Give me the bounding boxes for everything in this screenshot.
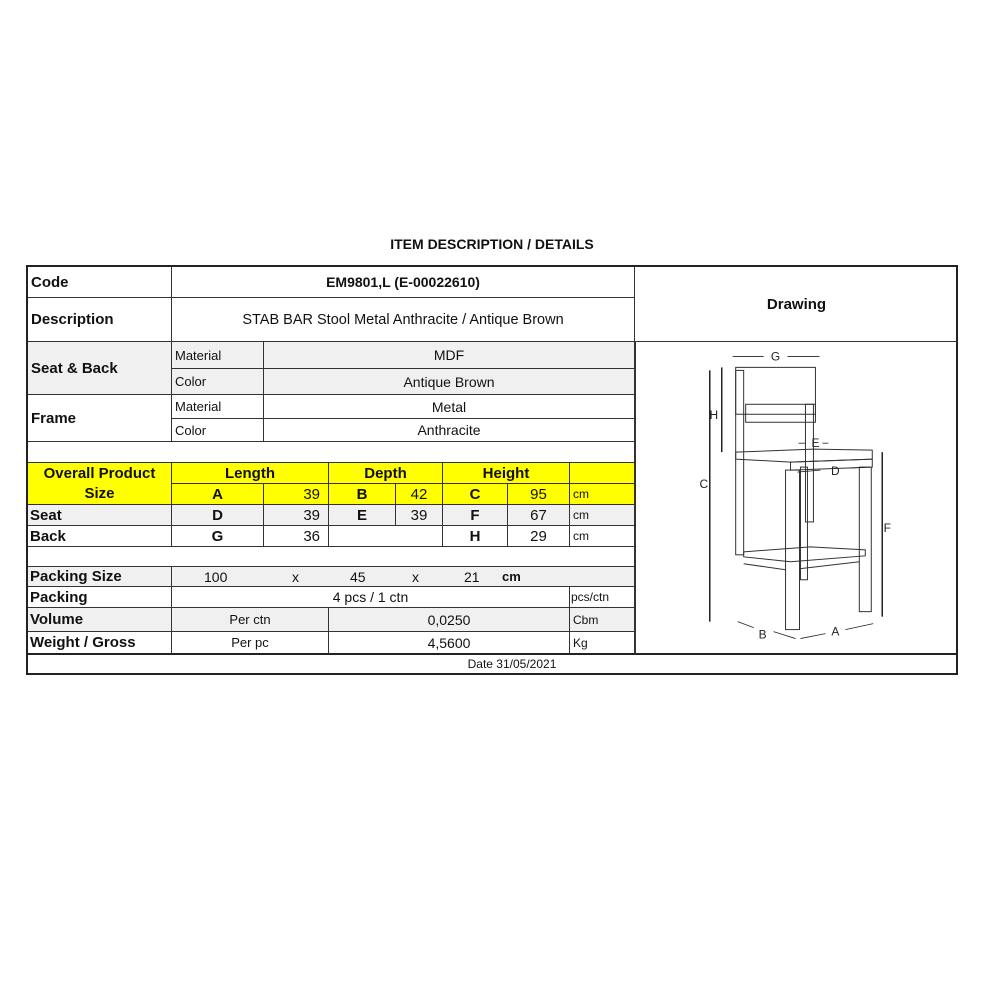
dim-f-value: 67 [508, 505, 570, 526]
inner-leg [800, 467, 807, 580]
packing-length: 100 [204, 568, 228, 585]
spec-sheet [26, 265, 958, 675]
weight-label: Weight / Gross [28, 632, 172, 655]
spacer-row-2 [28, 547, 635, 567]
frame-label: Frame [28, 395, 172, 442]
spacer-row [28, 442, 635, 463]
seat-dim-label: Seat [28, 505, 172, 526]
dim-f-label: F [443, 505, 508, 526]
packing-value: 4 pcs / 1 ctn [172, 587, 570, 608]
footrest [744, 547, 866, 562]
code-label: Code [28, 267, 172, 298]
seat-back-color-value: Antique Brown [264, 369, 635, 395]
length-header: Length [172, 463, 329, 484]
volume-label: Volume [28, 608, 172, 632]
overall-unit: cm [570, 484, 635, 505]
back-dim-label: Back [28, 526, 172, 547]
drawing-header: Drawing [635, 267, 958, 342]
dim-b-label: B [329, 484, 396, 505]
weight-per: Per pc [172, 632, 329, 655]
drawing-letter-f: F [883, 520, 891, 535]
height-header: Height [443, 463, 570, 484]
drawing-letter-e: E [811, 436, 820, 451]
dim-a-value: 39 [264, 484, 329, 505]
frame-color-value: Anthracite [264, 419, 635, 442]
description-label: Description [28, 298, 172, 342]
volume-per: Per ctn [172, 608, 329, 632]
drawing-letter-a: A [831, 624, 840, 639]
packing-size-unit: cm [502, 569, 521, 584]
drawing-letter-b: B [758, 627, 767, 642]
dim-d-label: D [172, 505, 264, 526]
packing-unit: pcs/ctn [570, 587, 635, 608]
dim-c-label: C [443, 484, 508, 505]
dim-a-label: A [172, 484, 264, 505]
back-left-post [736, 370, 744, 554]
date-text: Date 31/05/2021 [467, 657, 557, 671]
back-depth-empty [329, 526, 443, 547]
packing-size-value [172, 567, 635, 587]
dim-e-value: 39 [396, 505, 443, 526]
frame-material-label: Material [172, 395, 264, 419]
code-value: EM9801,L (E-00022610) [172, 267, 635, 298]
packing-x2: x [412, 568, 419, 585]
drawing-letter-c: C [699, 477, 709, 492]
front-left-leg [786, 470, 800, 630]
weight-value: 4,5600 [329, 632, 570, 655]
drawing-letter-g: G [770, 349, 781, 364]
seat-back-material-label: Material [172, 342, 264, 369]
dim-b-value: 42 [396, 484, 443, 505]
dim-c-value: 95 [508, 484, 570, 505]
description-value: STAB BAR Stool Metal Anthracite / Antique Brown [172, 298, 635, 342]
packing-x1: x [292, 568, 299, 585]
frame-material-value: Metal [264, 395, 635, 419]
backrest-bottom-rail [746, 404, 816, 414]
dim-e-label: E [329, 505, 396, 526]
seat-back-material-value: MDF [264, 342, 635, 369]
front-right-leg [859, 467, 871, 612]
overall-size-label-line2: Size [84, 484, 115, 502]
drawing-area [635, 342, 958, 655]
document-title: ITEM DESCRIPTION / DETAILS [390, 236, 594, 252]
dim-g-label: G [172, 526, 264, 547]
overall-size-label [28, 463, 172, 505]
dim-d-value: 39 [264, 505, 329, 526]
overall-size-label-line1: Overall Product [43, 464, 156, 482]
bar-stool-drawing [636, 342, 958, 655]
unit-header [570, 463, 635, 484]
packing-width: 45 [350, 568, 366, 585]
volume-unit: Cbm [570, 608, 635, 632]
frame-color-label: Color [172, 419, 264, 442]
drawing-letter-d: D [831, 464, 840, 479]
dim-h-value: 29 [508, 526, 570, 547]
seat-back-color-label: Color [172, 369, 264, 395]
drawing-letter-h: H [709, 408, 719, 423]
packing-height: 21 [464, 568, 480, 585]
seat-back-label: Seat & Back [28, 342, 172, 395]
date-row [28, 655, 956, 673]
dim-g-value: 36 [264, 526, 329, 547]
weight-unit: Kg [570, 632, 635, 655]
back-unit: cm [570, 526, 635, 547]
depth-header: Depth [329, 463, 443, 484]
seat-unit: cm [570, 505, 635, 526]
dim-h-label: H [443, 526, 508, 547]
packing-size-label: Packing Size [28, 567, 172, 587]
volume-value: 0,0250 [329, 608, 570, 632]
packing-label: Packing [28, 587, 172, 608]
